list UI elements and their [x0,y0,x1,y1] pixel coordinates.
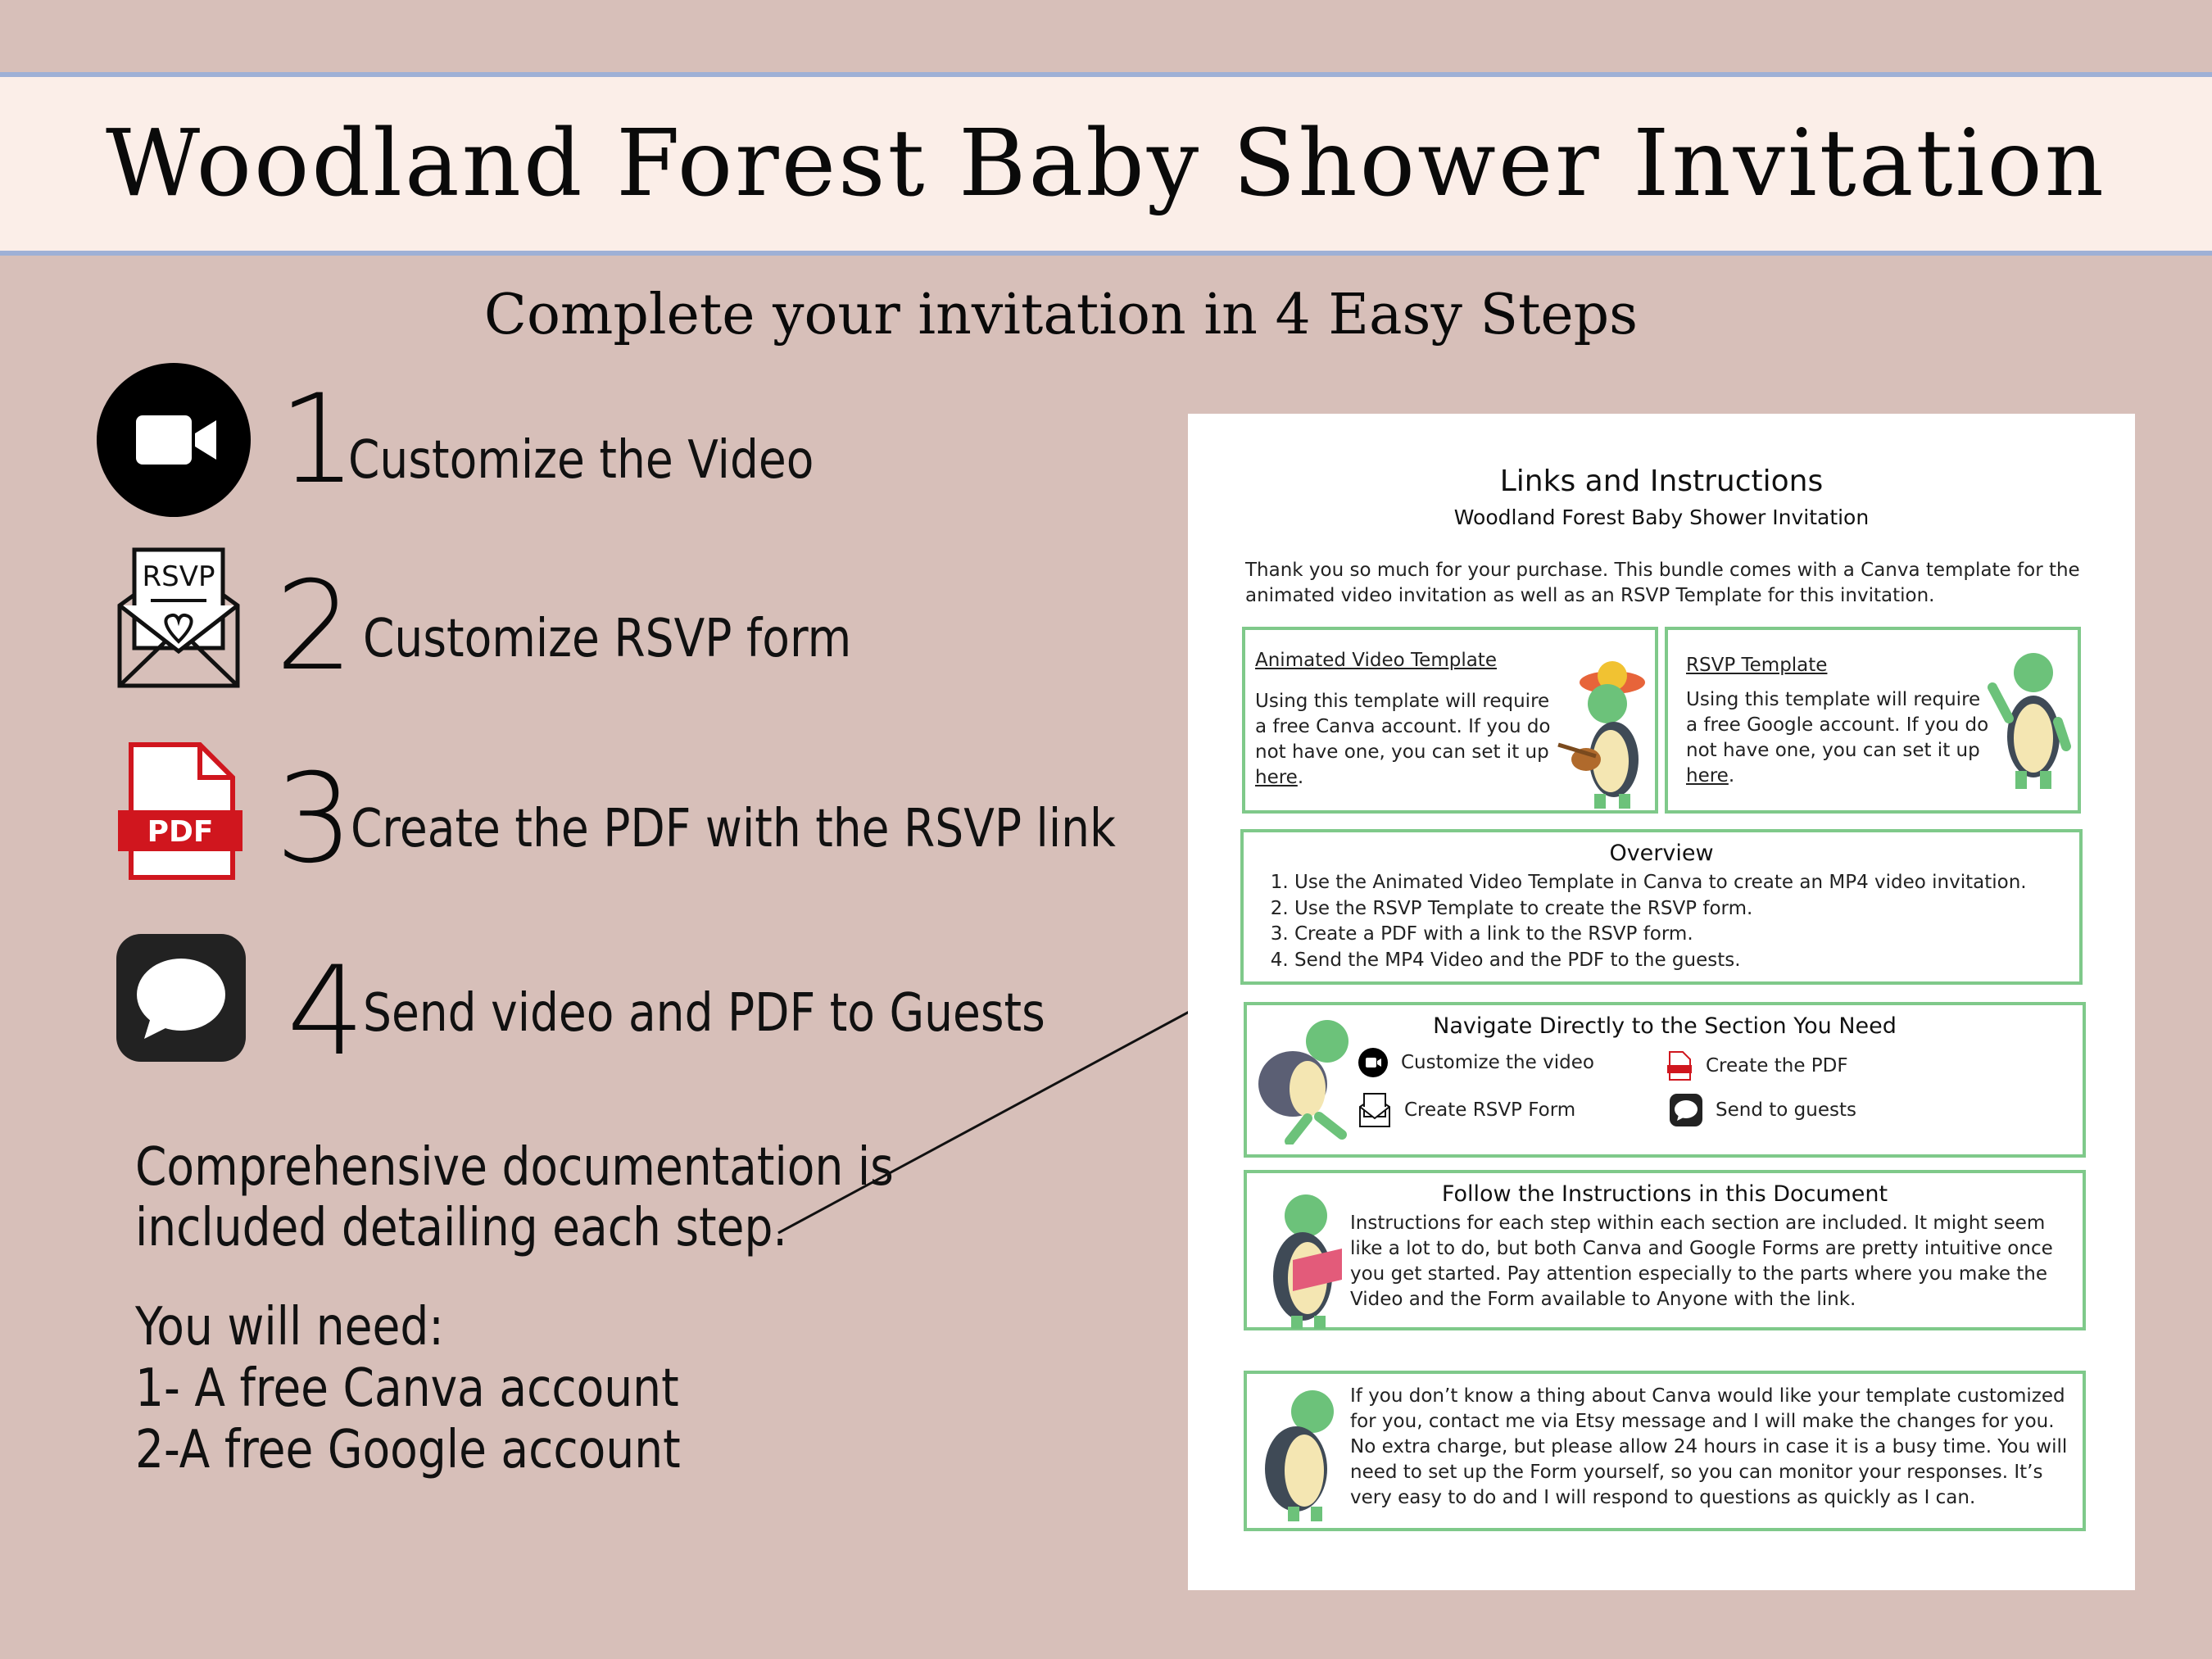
documentation-line-2: included detailing each step. [135,1198,787,1258]
step-number-2: 2 [275,555,354,698]
video-template-heading: Animated Video Template [1255,650,1497,671]
overview-item: 1. Use the Animated Video Template in Canva to create an MP4 video invitation. [1294,870,2027,896]
rsvp-template-heading: RSVP Template [1686,655,1828,676]
needs-item-1: 1- A free Canva account [135,1358,679,1419]
custom-text: If you don’t know a thing about Canva would like your template customized for you, contact me via Etsy message and I will make the changes for you. No extra charge, but please allow 24 hours in case it is a busy time. You will need to set up the Form yourself, so you can monitor your responses. It’s very easy to do and I will respond to questions as quickly as I can. [1350,1385,2068,1508]
nav-customize-video[interactable] [1358,1048,1594,1077]
overview-box [1240,829,2083,985]
needs-item-2: 2-A free Google account [135,1420,681,1480]
video-template-link[interactable]: here [1255,767,1298,788]
overview-heading: Overview [1609,841,1714,866]
custom-box [1244,1371,2086,1531]
turtle-waving-icon [1988,648,2073,792]
video-template-box [1242,627,1658,814]
instructions-document [1188,414,2135,1590]
documentation-line-1: Comprehensive documentation is [135,1137,894,1198]
overview-item: 3. Create a PDF with a link to the RSVP form. [1294,922,2027,948]
nav-send-guests[interactable] [1670,1094,1856,1126]
overview-list [1244,870,2027,973]
pdf-icon-text: PDF [147,815,214,849]
step-label-3: Create the PDF with the RSVP link [351,799,1116,859]
page-title: Woodland Forest Baby Shower Invitation [106,111,2106,217]
rsvp-envelope-icon [1358,1092,1391,1128]
follow-text: Instructions for each step within each section are included. It might seem like a lot to do, but both Canva and Google Forms are pretty intuitive once you get started. Pay attention especially to the parts where you make the Video and the Form available to Anyone with the link. [1350,1213,2053,1310]
step-number-1: 1 [279,369,357,511]
steps-subtitle: Complete your invitation in 4 Easy Steps [483,283,1639,347]
follow-box [1244,1170,2086,1330]
step-label-4: Send video and PDF to Guests [363,983,1045,1044]
turtle-standing-icon [1258,1387,1349,1523]
nav-label: Create RSVP Form [1404,1099,1576,1121]
rsvp-template-box [1665,627,2081,814]
turtle-guitar-icon [1555,653,1653,810]
step-number-4: 4 [287,941,365,1083]
needs-heading: You will need: [135,1297,444,1358]
doc-subtitle: Woodland Forest Baby Shower Invitation [1453,505,1870,529]
nav-create-rsvp[interactable] [1358,1092,1575,1128]
rsvp-icon-text: RSVP [142,560,215,593]
rsvp-template-text: Using this template will require a free Google account. If you do not have one, you can set it up here. [1686,689,1989,786]
chat-bubble-icon [1670,1094,1702,1126]
video-camera-icon [1358,1048,1388,1077]
follow-heading: Follow the Instructions in this Document [1441,1181,1888,1207]
nav-label: Send to guests [1716,1099,1856,1121]
doc-intro: Thank you so much for your purchase. This bundle comes with a Canva template for the animated video invitation as well as an RSVP Template for this invitation. [1245,560,2080,606]
doc-title: Links and Instructions [1499,465,1824,498]
nav-create-pdf[interactable] [1666,1051,1848,1081]
nav-label: Customize the video [1401,1052,1594,1073]
video-template-text: Using this template will require a free Canva account. If you do not have one, you can set it up here. [1255,691,1551,788]
overview-item: 2. Use the RSVP Template to create the RSVP form. [1294,896,2027,922]
turtle-running-icon [1253,1013,1357,1145]
navigate-box [1244,1002,2086,1158]
rsvp-template-link[interactable]: here [1686,765,1729,786]
navigate-heading: Navigate Directly to the Section You Need [1433,1013,1897,1039]
step-label-1: Customize the Video [348,430,814,491]
overview-item: 4. Send the MP4 Video and the PDF to the guests. [1294,948,2027,974]
pdf-file-icon [1666,1051,1693,1081]
step-number-3: 3 [275,748,354,891]
nav-label: Create the PDF [1706,1055,1848,1077]
step-label-2: Customize RSVP form [363,609,852,669]
turtle-reading-icon [1260,1191,1350,1330]
